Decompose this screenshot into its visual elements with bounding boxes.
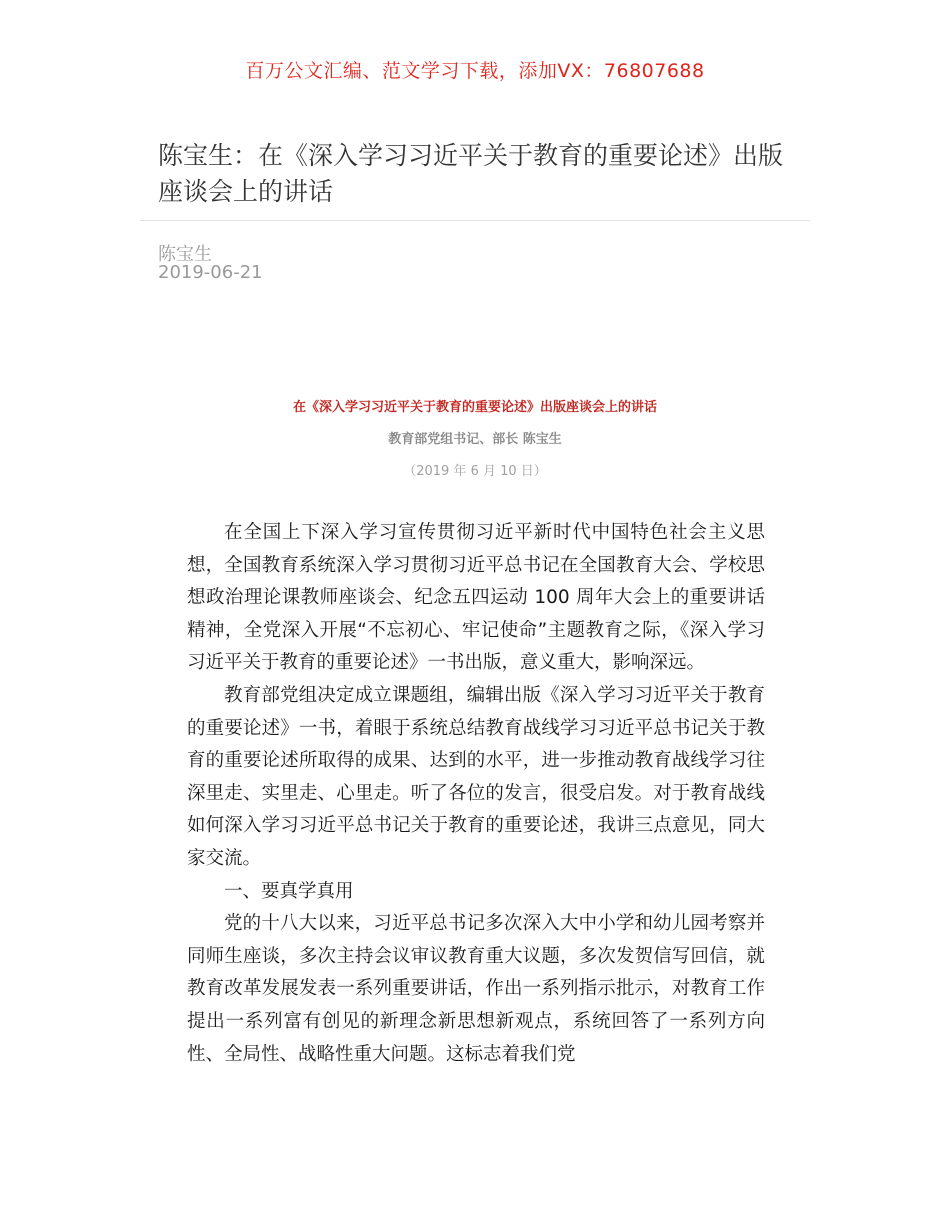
- body-paragraph: 党的十八大以来，习近平总书记多次深入大中小学和幼儿园考察并同师生座谈，多次主持会议审议教育重大议题，多次发贺信写回信，就教育改革发展发表一系列重要讲话，作出一系列指示批示，对教育工作提出一系列富有创见的新理念新思想新观点，系统回答了一系列方向性、全局性、战略性重大问题。这标志着我们党: [187, 913, 765, 1065]
- document-title: 在《深入学习习近平关于教育的重要论述》出版座谈会上的讲话: [292, 400, 657, 415]
- page-title: 陈宝生：在《深入学习习近平关于教育的重要论述》出版座谈会上的讲话: [158, 141, 784, 206]
- document-body: [187, 517, 765, 1071]
- document-speaker: 教育部党组书记、部长 陈宝生: [388, 432, 562, 447]
- article-author: 陈宝生: [158, 244, 212, 265]
- title-divider: [140, 220, 810, 221]
- watermark-banner: 百万公文汇编、范文学习下载，添加VX：76807688: [245, 60, 705, 82]
- article-date: 2019-06-21: [158, 262, 263, 283]
- body-paragraph: 教育部党组决定成立课题组，编辑出版《深入学习习近平关于教育的重要论述》一书，着眼于系统总结教育战线学习习近平总书记关于教育的重要论述所取得的成果、达到的水平，进一步推动教育战线学习往深里走、实里走、心里走。听了各位的发言，很受启发。对于教育战线如何深入学习习近平总书记关于教育的重要论述，我讲三点意见，同大家交流。: [187, 684, 765, 869]
- document-date: （2019 年 6 月 10 日）: [403, 464, 547, 479]
- section-heading: 一、要真学真用: [224, 880, 354, 902]
- body-paragraph: 在全国上下深入学习宣传贯彻习近平新时代中国特色社会主义思想，全国教育系统深入学习贯彻习近平总书记在全国教育大会、学校思想政治理论课教师座谈会、纪念五四运动 100 周年大会上的重要讲话精神，全党深入开展“不忘初心、牢记使命”主题教育之际，《深入学习习近平关于教育的重要论述》一书出版，意义重大，影响深远。: [187, 522, 765, 674]
